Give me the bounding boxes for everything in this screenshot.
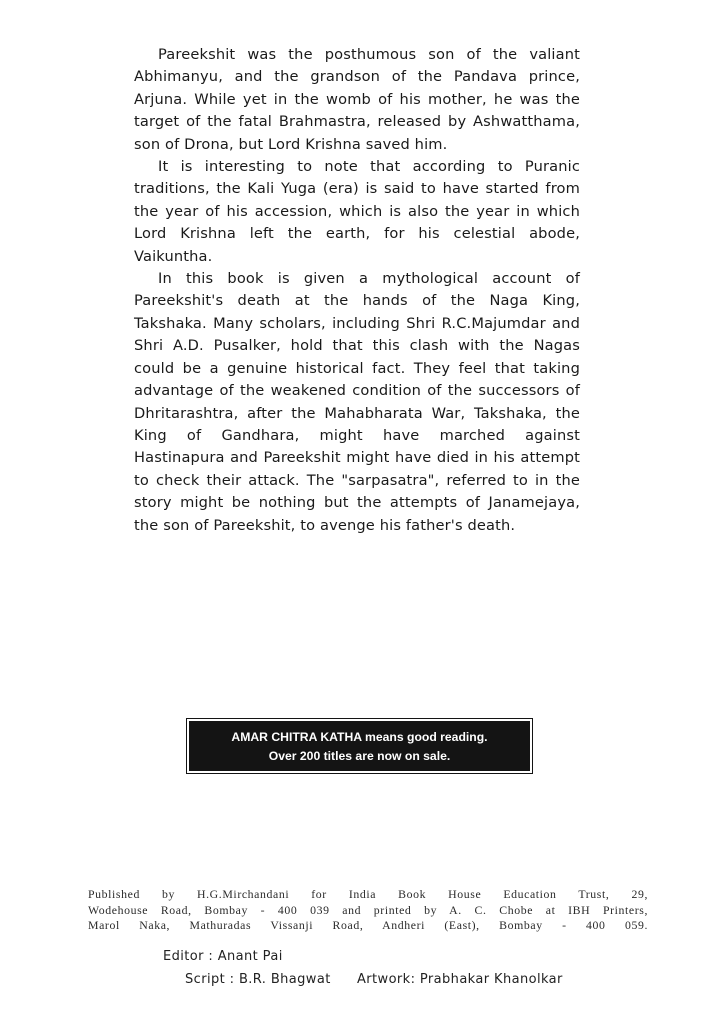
artwork-credit: Artwork: Prabhakar Khanolkar — [357, 972, 563, 987]
promo-banner — [187, 719, 532, 773]
imprint-line-3: Marol Naka, Mathuradas Vissanji Road, Andheri (East), Bombay - 400 059. — [88, 918, 648, 933]
script-credit: Script : B.R. Bhagwat — [185, 972, 331, 987]
intro-paragraph-3: In this book is given a mythological account of Pareekshit's death at the hands of the Naga King, Takshaka. Many scholars, including Shri R.C.Majumdar and Shri A.D. Pusalker, hold that this clash with the Nagas could be a genuine historical fact. They feel that taking advantage of the weakened condition of the successors of Dhritarashtra, after the Mahabharata War, Takshaka, the King of Gandhara, might have marched against Hastinapura and Pareekshit might have died in his attempt to check their attack. The "sarpasatra", referred to in the story might be nothing but the attempts of Janamejaya, the son of Pareekshit, to avenge his father's death. — [134, 270, 580, 534]
promo-banner-line-2: Over 200 titles are now on sale. — [268, 749, 451, 763]
editor-credit: Editor : Anant Pai — [163, 949, 283, 964]
imprint-line-1: Published by H.G.Mirchandani for India Book House Education Trust, 29, — [88, 887, 648, 901]
publisher-imprint — [88, 887, 648, 934]
introduction-text — [134, 44, 580, 537]
imprint-line-2: Wodehouse Road, Bombay - 400 039 and printed by A. C. Chobe at IBH Printers, — [88, 902, 648, 917]
intro-paragraph-1: Pareekshit was the posthumous son of the valiant Abhimanyu, and the grandson of the Pandava prince, Arjuna. While yet in the womb of his mother, he was the target of the fatal Brahmastra, released by Ashwatthama, son of Drona, but Lord Krishna saved him. — [134, 46, 580, 153]
promo-banner-line-1: AMAR CHITRA KATHA means good reading. — [231, 730, 488, 744]
intro-paragraph-2: It is interesting to note that according to Puranic traditions, the Kali Yuga (era) is said to have started from the year of his accession, which is also the year in which Lord Krishna left the earth, for his celestial abode, Vaikuntha. — [134, 158, 580, 265]
